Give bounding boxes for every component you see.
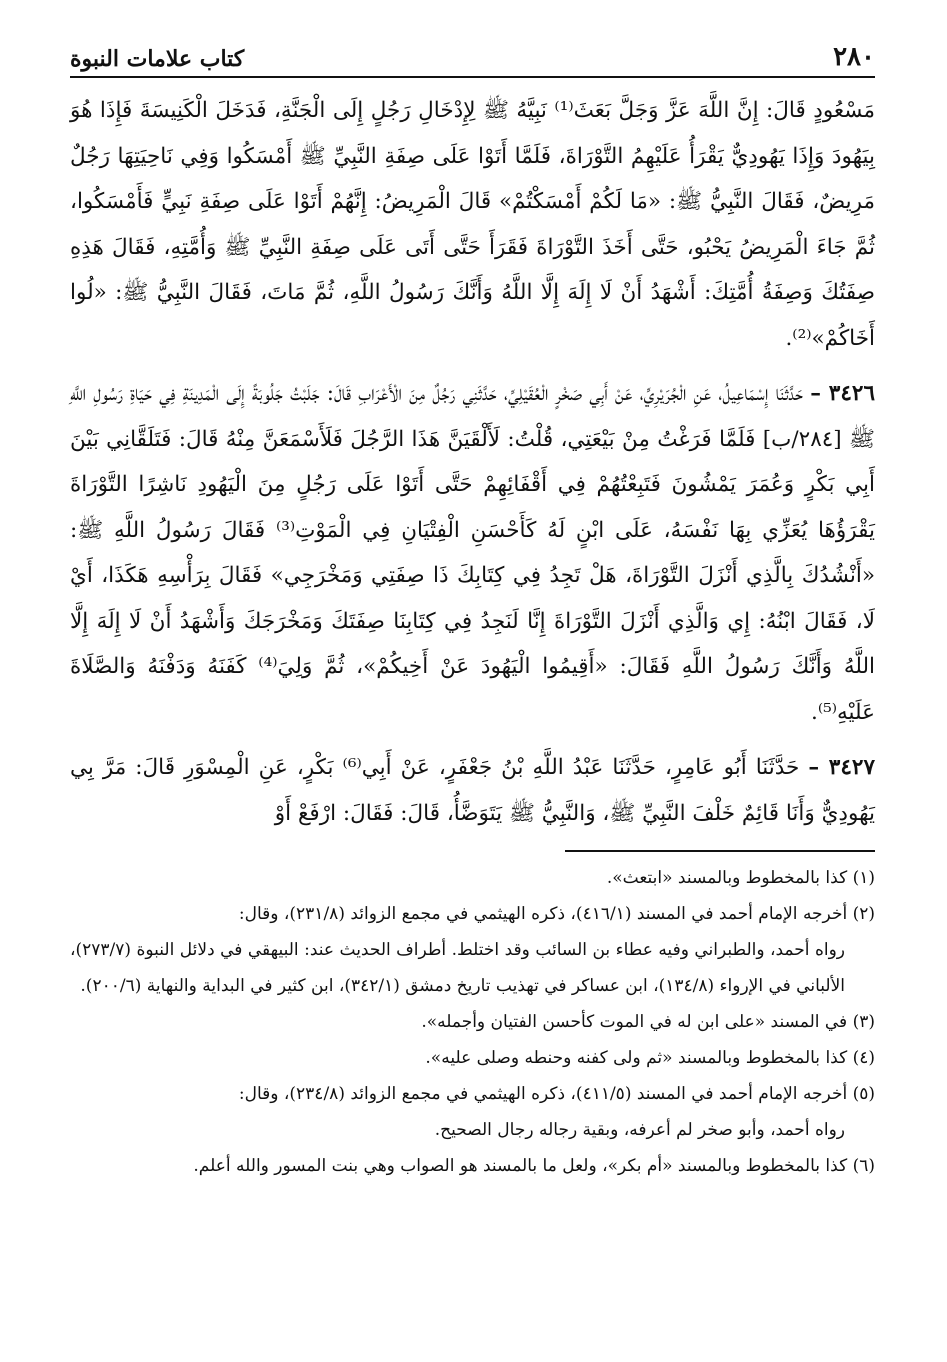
footnote-6: (٦) كذا بالمخطوط وبالمسند «أم بكر»، ولعل ما بالمسند هو الصواب وهي بنت المسور والله أعلم. xyxy=(193,1155,875,1176)
main-text xyxy=(70,88,875,836)
hadith-3426 xyxy=(70,371,875,735)
footnote-4: (٤) كذا بالمخطوط وبالمسند «ثم ولى كفنه وحنطه وصلى عليه». xyxy=(425,1047,875,1068)
footnotes xyxy=(70,860,875,1184)
book-page xyxy=(70,30,875,1330)
hadith-text-3427: حَدَّثَنَا أَبُو عَامِرٍ، حَدَّثَنَا عَبْدُ اللَّهِ بْنُ جَعْفَرٍ، عَنْ أَبِي⁽⁶⁾ بَكْرٍ، عَنِ الْمِسْوَرِ قَالَ: مَرَّ بِي يَهُودِيٌّ وَأَنَا قَائِمٌ خَلْفَ النَّبِيِّ ﷺ، وَالنَّبِيُّ ﷺ يَتَوَضَّأُ، قَالَ: فَقَالَ: ارْفَعْ أَوْ xyxy=(70,755,875,826)
book-title: كتاب علامات النبوة xyxy=(70,46,245,72)
hadith-number-3427: ٣٤٢٧ – xyxy=(808,755,875,780)
footnote-5-continuation: رواه أحمد، وأبو صخر لم أعرفه، وبقية رجاله رجال الصحيح. xyxy=(434,1119,845,1140)
footnote-1: (١) كذا بالمخطوط وبالمسند «ابتعث». xyxy=(606,867,875,888)
hadith-3427 xyxy=(70,745,875,836)
footnote-5: (٥) أخرجه الإمام أحمد في المسند (٤١١/٥)، ذكره الهيثمي في مجمع الزوائد (٢٣٤/٨)، وقال: xyxy=(238,1083,875,1104)
footnote-rule xyxy=(565,850,875,852)
header-rule xyxy=(70,76,875,78)
paragraph-continuation: مَسْعُودٍ قَالَ: إِنَّ اللَّهَ عَزَّ وَجَلَّ بَعَثَ⁽¹⁾ نَبِيَّهُ ﷺ لِإِدْخَالِ رَجُلٍ إِلَى الْجَنَّةِ، فَدَخَلَ الْكَنِيسَةَ فَإِذَا هُوَ بِيَهُودَ وَإِذَا يَهُودِيٌّ يَقْرَأُ عَلَيْهِمُ التَّوْرَاةَ، فَلَمَّا أَتَوْا عَلَى صِفَةِ النَّبِيِّ ﷺ أَمْسَكُوا وَفِي نَاحِيَتِهَا رَجُلٌ مَرِيضٌ، فَقَالَ النَّبِيُّ ﷺ: «مَا لَكُمْ أَمْسَكْتُمْ» قَالَ الْمَرِيضُ: إِنَّهُمْ أَتَوْا عَلَى صِفَةِ نَبِيٍّ فَأَمْسَكُوا، ثُمَّ جَاءَ الْمَرِيضُ يَحْبُو، حَتَّى أَخَذَ التَّوْرَاةَ فَقَرَأَ حَتَّى أَتَى عَلَى صِفَةِ النَّبِيِّ ﷺ وَأُمَّتِهِ، فَقَالَ هَذِهِ صِفَتُكَ وَصِفَةُ أُمَّتِكَ: أَشْهَدُ أَنْ لَا إِلَهَ إِلَّا اللَّهُ وَأَنَّكَ رَسُولُ اللَّهِ، ثُمَّ مَاتَ، فَقَالَ النَّبِيُّ ﷺ: «لُوا أَخَاكُمْ»⁽²⁾. xyxy=(70,98,875,351)
hadith-number-3426: ٣٤٢٦ – xyxy=(810,381,875,406)
page-number: ٢٨٠ xyxy=(833,42,875,72)
page-header xyxy=(70,30,875,72)
footnote-2: (٢) أخرجه الإمام أحمد في المسند (٤١٦/١)، ذكره الهيثمي في مجمع الزوائد (٢٣١/٨)، وقال: xyxy=(238,903,875,924)
footnote-3: (٣) في المسند «على ابن له في الموت كأحسن الفتيان وأجمله». xyxy=(421,1011,875,1032)
hadith-text-3426: حَدَّثَنَا إِسْمَاعِيلُ، عَنِ الْجُرَيْرِيِّ، عَنْ أَبِي صَخْرٍ الْعُقَيْلِيِّ، حَدَّثَنِي رَجُلٌ مِنَ الْأَعْرَابِ قَالَ: جَلَبْتُ جَلُوبَةً إِلَى الْمَدِينَةِ فِي حَيَاةِ رَسُولِ اللَّهِ ﷺ [٢٨٤/ب] فَلَمَّا فَرَغْتُ مِنْ بَيْعَتِي، قُلْتُ: لَأَلْقَيَنَّ هَذَا الرَّجُلَ فَلَأَسْمَعَنَّ مِنْهُ قَالَ: فَتَلَقَّانِي بَيْنَ أَبِي بَكْرٍ وَعُمَرَ يَمْشُونَ فَتَبِعْتُهُمْ فِي أَقْفَائِهِمْ حَتَّى أَتَوْا عَلَى رَجُلٍ مِنَ الْيَهُودِ نَاشِرًا التَّوْرَاةَ يَقْرَؤُهَا يُعَزِّي بِهَا نَفْسَهُ، عَلَى ابْنٍ لَهُ كَأَحْسَنِ الْفِتْيَانِ فِي الْمَوْتِ⁽³⁾ فَقَالَ رَسُولُ اللَّهِ ﷺ: «أَنْشُدُكَ بِالَّذِي أَنْزَلَ التَّوْرَاةَ، هَلْ تَجِدُ فِي كِتَابِكَ ذَا صِفَتِي وَمَخْرَجِي» فَقَالَ بِرَأْسِهِ هَكَذَا، أَيْ لَا، فَقَالَ ابْنُهُ: إِي وَالَّذِي أَنْزَلَ التَّوْرَاةَ إِنَّا لَنَجِدُ فِي كِتَابِنَا صِفَتَكَ وَمَخْرَجَكَ وَأَشْهَدُ أَنْ لَا إِلَهَ إِلَّا اللَّهُ وَأَنَّكَ رَسُولُ اللَّهِ فَقَالَ: «أَقِيمُوا الْيَهُودَ عَنْ أَخِيكُمْ»، ثُمَّ وَلِيَ⁽⁴⁾ كَفَنَهُ وَدَفْنَهُ وَالصَّلَاةَ عَلَيْهِ⁽⁵⁾. xyxy=(70,381,875,725)
footnote-2-continuation: رواه أحمد، والطبراني وفيه عطاء بن السائب وقد اختلط. أطراف الحديث عند: البيهقي في دلائل النبوة (٢٧٣/٧)، الألباني في الإرواء (١٣٤/٨)، ابن عساكر في تهذيب تاريخ دمشق (٣٤٢/١)، ابن كثير في البداية والنهاية (٢٠٠/٦). xyxy=(70,939,845,996)
